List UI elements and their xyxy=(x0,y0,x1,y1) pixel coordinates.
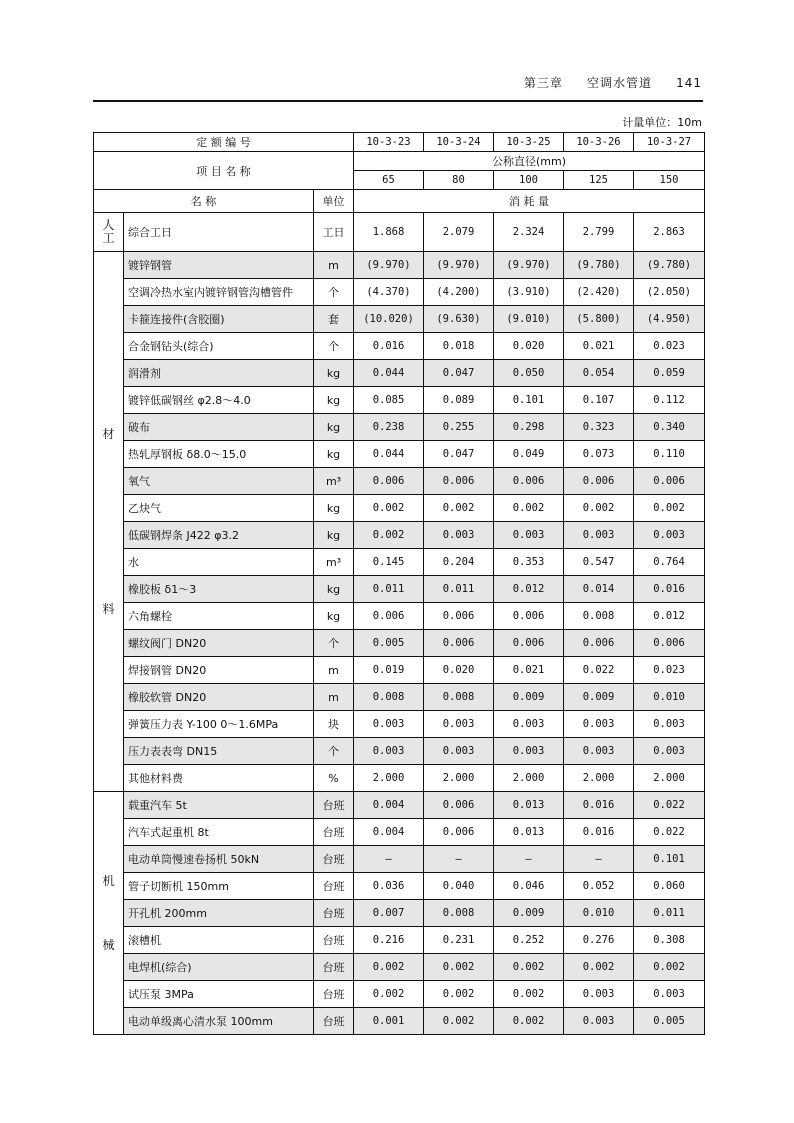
resource-unit: 台班 xyxy=(314,900,354,927)
consumption-value: 0.002 xyxy=(424,981,494,1008)
unit-column-header: 单位 xyxy=(314,190,354,213)
consumption-value: 0.016 xyxy=(564,819,634,846)
consumption-value: 2.863 xyxy=(634,213,705,252)
resource-unit: kg xyxy=(314,414,354,441)
consumption-value: (4.370) xyxy=(354,279,424,306)
resource-unit: kg xyxy=(314,441,354,468)
resource-name: 镀锌低碳钢丝 φ2.8～4.0 xyxy=(124,387,314,414)
consumption-header: 消 耗 量 xyxy=(354,190,705,213)
materials-category xyxy=(94,252,124,792)
resource-name: 试压泵 3MPa xyxy=(124,981,314,1008)
consumption-value: 0.022 xyxy=(634,792,705,819)
resource-name: 电动单筒慢速卷扬机 50kN xyxy=(124,846,314,873)
consumption-value: 0.006 xyxy=(424,819,494,846)
resource-unit: kg xyxy=(314,576,354,603)
consumption-value: 0.011 xyxy=(634,900,705,927)
resource-name: 低碳钢焊条 J422 φ3.2 xyxy=(124,522,314,549)
consumption-value: 0.238 xyxy=(354,414,424,441)
consumption-value: 2.079 xyxy=(424,213,494,252)
consumption-value: 0.050 xyxy=(494,360,564,387)
consumption-value: 0.022 xyxy=(564,657,634,684)
consumption-value: 0.353 xyxy=(494,549,564,576)
page-number: 141 xyxy=(676,76,702,90)
consumption-value: 0.016 xyxy=(634,576,705,603)
consumption-value: 0.046 xyxy=(494,873,564,900)
materials-row xyxy=(94,549,705,576)
materials-row xyxy=(94,522,705,549)
consumption-value: 0.008 xyxy=(424,684,494,711)
resource-name: 滚槽机 xyxy=(124,927,314,954)
resource-unit: m³ xyxy=(314,549,354,576)
consumption-value: (9.970) xyxy=(354,252,424,279)
consumption-value: 0.547 xyxy=(564,549,634,576)
resource-unit: 台班 xyxy=(314,792,354,819)
materials-row xyxy=(94,603,705,630)
consumption-value: 0.005 xyxy=(634,1008,705,1035)
resource-unit: 个 xyxy=(314,279,354,306)
consumption-value: 0.002 xyxy=(634,954,705,981)
resource-unit: 台班 xyxy=(314,846,354,873)
resource-unit: 台班 xyxy=(314,954,354,981)
consumption-value: 0.010 xyxy=(634,684,705,711)
resource-name: 氧气 xyxy=(124,468,314,495)
diameter-label: 公称直径(mm) xyxy=(354,152,705,171)
resource-name: 其他材料费 xyxy=(124,765,314,792)
consumption-value: 0.006 xyxy=(564,468,634,495)
consumption-value: 0.010 xyxy=(564,900,634,927)
machines-row xyxy=(94,927,705,954)
consumption-value: — xyxy=(494,846,564,873)
consumption-value: 0.006 xyxy=(494,603,564,630)
consumption-value: 0.044 xyxy=(354,360,424,387)
materials-row xyxy=(94,252,705,279)
materials-row xyxy=(94,387,705,414)
consumption-value: 0.298 xyxy=(494,414,564,441)
diameter-value: 125 xyxy=(564,171,634,190)
category-label: 料 xyxy=(102,601,115,616)
consumption-value: 0.006 xyxy=(634,468,705,495)
consumption-value: 0.004 xyxy=(354,819,424,846)
resource-name: 电动单级离心清水泵 100mm xyxy=(124,1008,314,1035)
materials-row xyxy=(94,765,705,792)
diameter-value: 100 xyxy=(494,171,564,190)
consumption-value: 0.006 xyxy=(564,630,634,657)
consumption-value: 0.049 xyxy=(494,441,564,468)
consumption-value: 0.013 xyxy=(494,819,564,846)
resource-name: 热轧厚钢板 δ8.0～15.0 xyxy=(124,441,314,468)
resource-unit: kg xyxy=(314,387,354,414)
consumption-value: 2.000 xyxy=(424,765,494,792)
consumption-value: 0.216 xyxy=(354,927,424,954)
resource-name: 弹簧压力表 Y-100 0～1.6MPa xyxy=(124,711,314,738)
quota-code: 10-3-24 xyxy=(424,133,494,152)
resource-unit: 台班 xyxy=(314,873,354,900)
materials-row xyxy=(94,414,705,441)
consumption-value: 0.060 xyxy=(634,873,705,900)
consumption-value: (4.950) xyxy=(634,306,705,333)
quota-code: 10-3-25 xyxy=(494,133,564,152)
materials-row xyxy=(94,495,705,522)
consumption-value: — xyxy=(354,846,424,873)
consumption-value: 0.003 xyxy=(634,522,705,549)
consumption-value: 0.006 xyxy=(494,630,564,657)
diameter-value: 80 xyxy=(424,171,494,190)
machines-row xyxy=(94,792,705,819)
consumption-value: 0.276 xyxy=(564,927,634,954)
labor-row xyxy=(94,213,705,252)
materials-row xyxy=(94,333,705,360)
consumption-value: 0.011 xyxy=(354,576,424,603)
resource-unit: m xyxy=(314,252,354,279)
consumption-value: 0.204 xyxy=(424,549,494,576)
running-header xyxy=(524,74,702,91)
name-column-header: 名 称 xyxy=(94,190,314,213)
resource-name: 汽车式起重机 8t xyxy=(124,819,314,846)
consumption-value: 0.003 xyxy=(564,711,634,738)
materials-row xyxy=(94,657,705,684)
consumption-value: 0.003 xyxy=(564,1008,634,1035)
consumption-value: 0.006 xyxy=(424,468,494,495)
consumption-value: 0.052 xyxy=(564,873,634,900)
materials-row xyxy=(94,630,705,657)
consumption-value: 0.073 xyxy=(564,441,634,468)
resource-unit: 个 xyxy=(314,630,354,657)
resource-name: 六角螺栓 xyxy=(124,603,314,630)
resource-name: 乙炔气 xyxy=(124,495,314,522)
materials-row xyxy=(94,684,705,711)
consumption-value: 0.020 xyxy=(494,333,564,360)
consumption-value: 0.002 xyxy=(564,495,634,522)
consumption-value: (9.780) xyxy=(564,252,634,279)
column-header-row xyxy=(94,190,705,213)
resource-unit: kg xyxy=(314,603,354,630)
consumption-value: 0.012 xyxy=(494,576,564,603)
resource-unit: 块 xyxy=(314,711,354,738)
consumption-value: 0.002 xyxy=(354,495,424,522)
resource-name: 焊接钢管 DN20 xyxy=(124,657,314,684)
machines-row xyxy=(94,873,705,900)
consumption-value: 0.002 xyxy=(424,495,494,522)
consumption-value: 0.003 xyxy=(564,738,634,765)
resource-name: 破布 xyxy=(124,414,314,441)
consumption-value: 0.013 xyxy=(494,792,564,819)
consumption-value: 0.008 xyxy=(564,603,634,630)
consumption-value: 2.000 xyxy=(494,765,564,792)
materials-row xyxy=(94,360,705,387)
resource-unit: 台班 xyxy=(314,981,354,1008)
consumption-value: 0.003 xyxy=(634,711,705,738)
consumption-value: 0.101 xyxy=(634,846,705,873)
machines-row xyxy=(94,846,705,873)
consumption-value: 0.023 xyxy=(634,333,705,360)
materials-row xyxy=(94,711,705,738)
consumption-value: (9.780) xyxy=(634,252,705,279)
resource-unit: % xyxy=(314,765,354,792)
consumption-value: 0.002 xyxy=(424,954,494,981)
resource-unit: 个 xyxy=(314,333,354,360)
consumption-value: 0.101 xyxy=(494,387,564,414)
consumption-value: 0.002 xyxy=(634,495,705,522)
resource-name: 综合工日 xyxy=(124,213,314,252)
consumption-value: 0.008 xyxy=(424,900,494,927)
consumption-value: 0.054 xyxy=(564,360,634,387)
consumption-value: 0.019 xyxy=(354,657,424,684)
consumption-value: (5.800) xyxy=(564,306,634,333)
consumption-value: 2.000 xyxy=(354,765,424,792)
consumption-value: 0.001 xyxy=(354,1008,424,1035)
consumption-value: 0.231 xyxy=(424,927,494,954)
consumption-value: (9.970) xyxy=(424,252,494,279)
consumption-value: 0.007 xyxy=(354,900,424,927)
consumption-value: 0.040 xyxy=(424,873,494,900)
quota-label: 定 额 编 号 xyxy=(94,133,354,152)
resource-name: 合金钢钻头(综合) xyxy=(124,333,314,360)
category-label: 械 xyxy=(102,938,115,952)
consumption-value: 0.003 xyxy=(424,738,494,765)
consumption-value: 0.006 xyxy=(354,468,424,495)
quota-code: 10-3-27 xyxy=(634,133,705,152)
consumption-value: 0.044 xyxy=(354,441,424,468)
consumption-value: 0.020 xyxy=(424,657,494,684)
consumption-value: 0.002 xyxy=(424,1008,494,1035)
resource-unit: 台班 xyxy=(314,927,354,954)
consumption-value: 2.000 xyxy=(634,765,705,792)
resource-name: 卡箍连接件(含胶圈) xyxy=(124,306,314,333)
quota-code: 10-3-26 xyxy=(564,133,634,152)
resource-unit: 个 xyxy=(314,738,354,765)
category-label: 材 xyxy=(102,427,115,442)
consumption-value: (2.050) xyxy=(634,279,705,306)
consumption-value: 2.799 xyxy=(564,213,634,252)
machines-row xyxy=(94,954,705,981)
consumption-value: — xyxy=(564,846,634,873)
consumption-value: 0.006 xyxy=(494,468,564,495)
consumption-value: (9.970) xyxy=(494,252,564,279)
machines-row xyxy=(94,900,705,927)
resource-name: 镀锌钢管 xyxy=(124,252,314,279)
resource-name: 橡胶板 δ1～3 xyxy=(124,576,314,603)
consumption-value: — xyxy=(424,846,494,873)
consumption-value: 0.003 xyxy=(424,711,494,738)
consumption-value: 0.023 xyxy=(634,657,705,684)
materials-row xyxy=(94,576,705,603)
resource-unit: m xyxy=(314,657,354,684)
resource-unit: 套 xyxy=(314,306,354,333)
consumption-value: 0.764 xyxy=(634,549,705,576)
consumption-value: 1.868 xyxy=(354,213,424,252)
category-label: 机 xyxy=(102,873,115,888)
consumption-value: 0.002 xyxy=(494,981,564,1008)
consumption-value: 0.003 xyxy=(564,522,634,549)
consumption-value: 0.008 xyxy=(354,684,424,711)
quota-table xyxy=(93,132,705,1035)
consumption-value: 0.014 xyxy=(564,576,634,603)
consumption-value: 0.006 xyxy=(424,792,494,819)
consumption-value: 0.089 xyxy=(424,387,494,414)
resource-name: 开孔机 200mm xyxy=(124,900,314,927)
header-rule xyxy=(93,100,703,102)
consumption-value: (10.020) xyxy=(354,306,424,333)
consumption-value: 0.004 xyxy=(354,792,424,819)
consumption-value: 0.003 xyxy=(354,711,424,738)
resource-unit: kg xyxy=(314,495,354,522)
resource-name: 橡胶软管 DN20 xyxy=(124,684,314,711)
consumption-value: 0.003 xyxy=(634,981,705,1008)
resource-unit: kg xyxy=(314,360,354,387)
diameter-value: 65 xyxy=(354,171,424,190)
consumption-value: 0.022 xyxy=(634,819,705,846)
resource-name: 水 xyxy=(124,549,314,576)
consumption-value: 0.009 xyxy=(494,900,564,927)
resource-unit: m xyxy=(314,684,354,711)
materials-row xyxy=(94,738,705,765)
consumption-value: 0.002 xyxy=(354,981,424,1008)
consumption-value: 0.006 xyxy=(634,630,705,657)
resource-name: 空调冷热水室内镀锌钢管沟槽管件 xyxy=(124,279,314,306)
resource-name: 螺纹阀门 DN20 xyxy=(124,630,314,657)
materials-row xyxy=(94,441,705,468)
consumption-value: 0.003 xyxy=(494,711,564,738)
consumption-value: 0.255 xyxy=(424,414,494,441)
consumption-value: 0.003 xyxy=(564,981,634,1008)
chapter-title: 空调水管道 xyxy=(587,76,653,90)
consumption-value: 0.002 xyxy=(354,954,424,981)
consumption-value: 0.110 xyxy=(634,441,705,468)
consumption-value: 0.016 xyxy=(354,333,424,360)
consumption-value: 0.003 xyxy=(494,522,564,549)
consumption-value: 0.085 xyxy=(354,387,424,414)
unit-note: 计量单位：10m xyxy=(622,116,702,129)
resource-unit: 台班 xyxy=(314,1008,354,1035)
item-name-label: 项 目 名 称 xyxy=(94,152,354,190)
consumption-value: 0.002 xyxy=(564,954,634,981)
resource-unit: 台班 xyxy=(314,819,354,846)
resource-name: 压力表表弯 DN15 xyxy=(124,738,314,765)
consumption-value: 0.009 xyxy=(564,684,634,711)
consumption-value: (9.630) xyxy=(424,306,494,333)
machines-row xyxy=(94,981,705,1008)
consumption-value: (3.910) xyxy=(494,279,564,306)
consumption-value: 0.009 xyxy=(494,684,564,711)
consumption-value: 0.112 xyxy=(634,387,705,414)
consumption-value: 0.047 xyxy=(424,360,494,387)
consumption-value: 0.308 xyxy=(634,927,705,954)
consumption-value: (2.420) xyxy=(564,279,634,306)
consumption-value: 0.002 xyxy=(494,1008,564,1035)
consumption-value: 0.006 xyxy=(424,603,494,630)
consumption-value: 0.002 xyxy=(494,495,564,522)
machines-row xyxy=(94,1008,705,1035)
materials-row xyxy=(94,306,705,333)
resource-name: 电焊机(综合) xyxy=(124,954,314,981)
consumption-value: 0.002 xyxy=(354,522,424,549)
quota-code: 10-3-23 xyxy=(354,133,424,152)
consumption-value: 0.016 xyxy=(564,792,634,819)
consumption-value: 0.340 xyxy=(634,414,705,441)
resource-unit: 工日 xyxy=(314,213,354,252)
consumption-value: 0.003 xyxy=(634,738,705,765)
consumption-value: 0.107 xyxy=(564,387,634,414)
consumption-value: 0.252 xyxy=(494,927,564,954)
consumption-value: 0.323 xyxy=(564,414,634,441)
category-label: 人工 xyxy=(102,217,115,245)
consumption-value: 0.003 xyxy=(354,738,424,765)
consumption-value: 0.018 xyxy=(424,333,494,360)
resource-unit: kg xyxy=(314,522,354,549)
diameter-label-row xyxy=(94,152,705,171)
consumption-value: 0.059 xyxy=(634,360,705,387)
chapter-label: 第三章 xyxy=(523,76,563,90)
consumption-value: 0.021 xyxy=(494,657,564,684)
machines-row xyxy=(94,819,705,846)
resource-unit: m³ xyxy=(314,468,354,495)
resource-name: 载重汽车 5t xyxy=(124,792,314,819)
consumption-value: 0.003 xyxy=(424,522,494,549)
consumption-value: 0.002 xyxy=(494,954,564,981)
consumption-value: 0.006 xyxy=(424,630,494,657)
consumption-value: 0.003 xyxy=(494,738,564,765)
materials-row xyxy=(94,468,705,495)
consumption-value: 0.047 xyxy=(424,441,494,468)
consumption-value: 0.006 xyxy=(354,603,424,630)
consumption-value: 0.012 xyxy=(634,603,705,630)
resource-name: 管子切断机 150mm xyxy=(124,873,314,900)
consumption-value: (9.010) xyxy=(494,306,564,333)
consumption-value: 2.324 xyxy=(494,213,564,252)
consumption-value: (4.200) xyxy=(424,279,494,306)
consumption-value: 0.005 xyxy=(354,630,424,657)
consumption-value: 0.036 xyxy=(354,873,424,900)
machines-category xyxy=(94,792,124,1035)
quota-code-row xyxy=(94,133,705,152)
consumption-value: 0.145 xyxy=(354,549,424,576)
consumption-value: 0.011 xyxy=(424,576,494,603)
labor-category xyxy=(94,213,124,252)
resource-name: 润滑剂 xyxy=(124,360,314,387)
consumption-value: 0.021 xyxy=(564,333,634,360)
materials-row xyxy=(94,279,705,306)
diameter-value: 150 xyxy=(634,171,705,190)
consumption-value: 2.000 xyxy=(564,765,634,792)
